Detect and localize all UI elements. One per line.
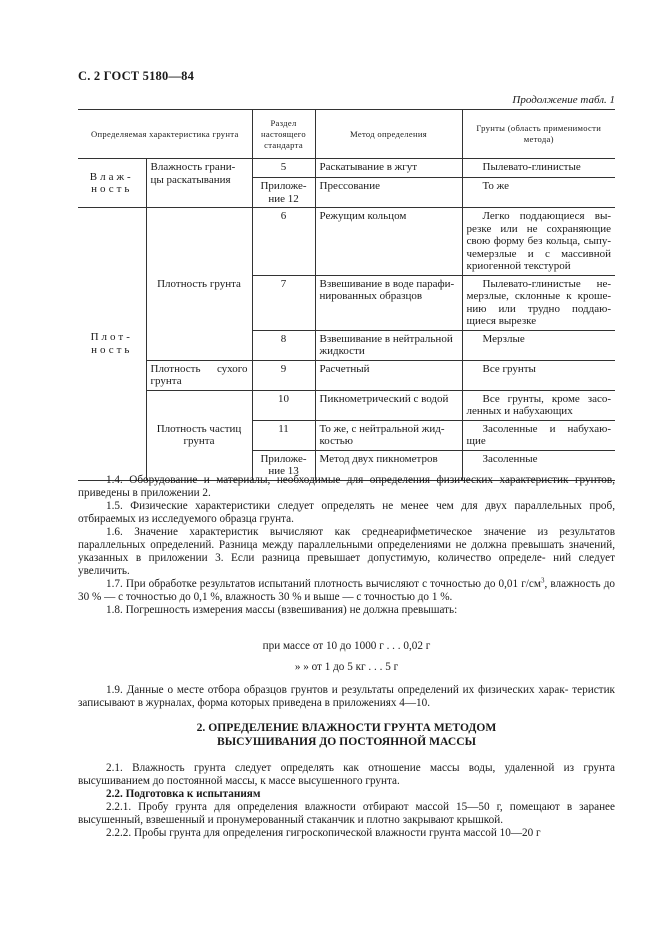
soils-cell: Пылевато-глинистые не- мерзлые, склонные к кроше- нию или трудно поддаю- щиеся вырезке bbox=[462, 275, 615, 330]
section-2-title: 2. ОПРЕДЕЛЕНИЕ ВЛАЖНОСТИ ГРУНТА МЕТОДОМ ВЫСУШИВАНИЯ ДО ПОСТОЯННОЙ МАССЫ bbox=[196, 721, 497, 748]
formula-line-1: при массе от 10 до 1000 г . . . 0,02 г bbox=[262, 640, 431, 652]
formula-line-2: » » от 1 до 5 кг . . . 5 г bbox=[294, 661, 399, 673]
soils-cell: То же bbox=[462, 178, 615, 208]
section-cell: 10 bbox=[252, 390, 315, 420]
soils-cell: Засоленные и набухаю- щие bbox=[462, 420, 615, 450]
section-cell: Приложе- ние 12 bbox=[252, 178, 315, 208]
group-moisture: Влаж- ность bbox=[78, 159, 146, 208]
method-cell: Взвешивание в воде парафи- нированных образцов bbox=[315, 275, 462, 330]
header-characteristic: Определяемая характеристика грунта bbox=[78, 110, 252, 159]
table-row bbox=[78, 159, 615, 178]
header-section: Раздел настоящего стандарта bbox=[252, 110, 315, 159]
section-cell: 9 bbox=[252, 360, 315, 390]
table-continuation-label: Продолжение табл. 1 bbox=[512, 94, 615, 106]
body-text-3 bbox=[78, 762, 615, 840]
method-cell: Взвешивание в нейтральной жидкости bbox=[315, 330, 462, 360]
body-text-2 bbox=[78, 684, 615, 710]
header-soils: Грунты (область применимости метода) bbox=[462, 110, 615, 159]
paragraph-1-9: 1.9. Данные о месте отбора образцов грунтов и результаты определений их физических харак- теристик записывают в журналах, форма которых приведена в приложениях 4—10. bbox=[78, 684, 615, 709]
table-row bbox=[78, 390, 615, 420]
method-cell: Режущим кольцом bbox=[315, 208, 462, 276]
sub-characteristic: Плотность грунта bbox=[146, 208, 252, 361]
paragraph-1-4: 1.4. Оборудование и материалы, необходимые для определения физических характеристик грунтов, приведены в приложении 2. bbox=[78, 474, 615, 499]
sub-characteristic: Плотность сухого грунта bbox=[146, 360, 252, 390]
paragraph-2-2-1: 2.2.1. Пробу грунта для определения влажности отбирают массой 15—50 г, помещают в заранее высушенный, взвешенный и пронумерованный стаканчик и плотно закрывают крышкой. bbox=[78, 801, 615, 826]
page-header: С. 2 ГОСТ 5180—84 bbox=[78, 69, 195, 83]
table-header-row bbox=[78, 110, 615, 159]
sub-characteristic: Влажность грани- цы раскатывания bbox=[146, 159, 252, 208]
method-cell: То же, с нейтральной жид- костью bbox=[315, 420, 462, 450]
table-row bbox=[78, 208, 615, 276]
soils-cell: Пылевато-глинистые bbox=[462, 159, 615, 178]
method-cell: Прессование bbox=[315, 178, 462, 208]
soils-cell: Легко поддающиеся вы- резке или не сохраняющие свою форму без кольца, сыпу- чемерзлые и с массивной криогенной текстурой bbox=[462, 208, 615, 276]
section-2-heading bbox=[78, 721, 615, 749]
paragraph-1-6: 1.6. Значение характеристик вычисляют как среднеарифметическое значение из результатов параллельных определений. Разница между параллельными определениями не должна превышать значений, указанных в приложении 3. Если разница превышает допустимую, количество определе- ний следует увеличить. bbox=[78, 526, 615, 577]
method-cell: Метод двух пикнометров bbox=[315, 450, 462, 480]
sub-characteristic: Плотность частиц грунта bbox=[146, 390, 252, 480]
section-cell: 8 bbox=[252, 330, 315, 360]
paragraph-2-1: 2.1. Влажность грунта следует определять как отношение массы воды, удаленной из грунта высушиванием до постоянной массы, к массе высушенного грунта. bbox=[78, 762, 615, 787]
soils-cell: Все грунты, кроме засо- ленных и набухающих bbox=[462, 390, 615, 420]
section-cell: 5 bbox=[252, 159, 315, 178]
group-density: Плот- ность bbox=[78, 208, 146, 481]
section-cell: Приложе- ние 13 bbox=[252, 450, 315, 480]
paragraph-1-7-part-b: , влажность до 30 % — с точностью до 0,1 %, влажность 30 % и выше — с точностью до 1 %. bbox=[78, 578, 616, 603]
table-row bbox=[78, 360, 615, 390]
header-method: Метод определения bbox=[315, 110, 462, 159]
paragraph-1-8: 1.8. Погрешность измерения массы (взвешивания) не должна превышать: bbox=[106, 604, 458, 616]
body-text bbox=[78, 474, 615, 617]
section-cell: 6 bbox=[252, 208, 315, 276]
soils-cell: Мерзлые bbox=[462, 330, 615, 360]
soils-cell: Засоленные bbox=[462, 450, 615, 480]
soil-characteristics-table bbox=[78, 109, 615, 481]
paragraph-1-7-part-a: 1.7. При обработке результатов испытаний плотность вычисляют с точностью до 0,01 г/см bbox=[106, 578, 541, 590]
paragraph-1-7 bbox=[78, 578, 615, 604]
method-cell: Расчетный bbox=[315, 360, 462, 390]
section-cell: 11 bbox=[252, 420, 315, 450]
paragraph-1-5: 1.5. Физические характеристики следует определять не менее чем для двух параллельных проб, отбираемых из исследуемого образца грунта. bbox=[78, 500, 615, 525]
cubic-superscript: 3 bbox=[540, 576, 545, 585]
soils-cell: Все грунты bbox=[462, 360, 615, 390]
paragraph-2-2: 2.2. Подготовка к испытаниям bbox=[106, 788, 261, 800]
section-cell: 7 bbox=[252, 275, 315, 330]
method-cell: Пикнометрический с водой bbox=[315, 390, 462, 420]
method-cell: Раскатывание в жгут bbox=[315, 159, 462, 178]
paragraph-2-2-2: 2.2.2. Пробы грунта для определения гигроскопической влажности грунта массой 10—20 г bbox=[106, 827, 541, 839]
